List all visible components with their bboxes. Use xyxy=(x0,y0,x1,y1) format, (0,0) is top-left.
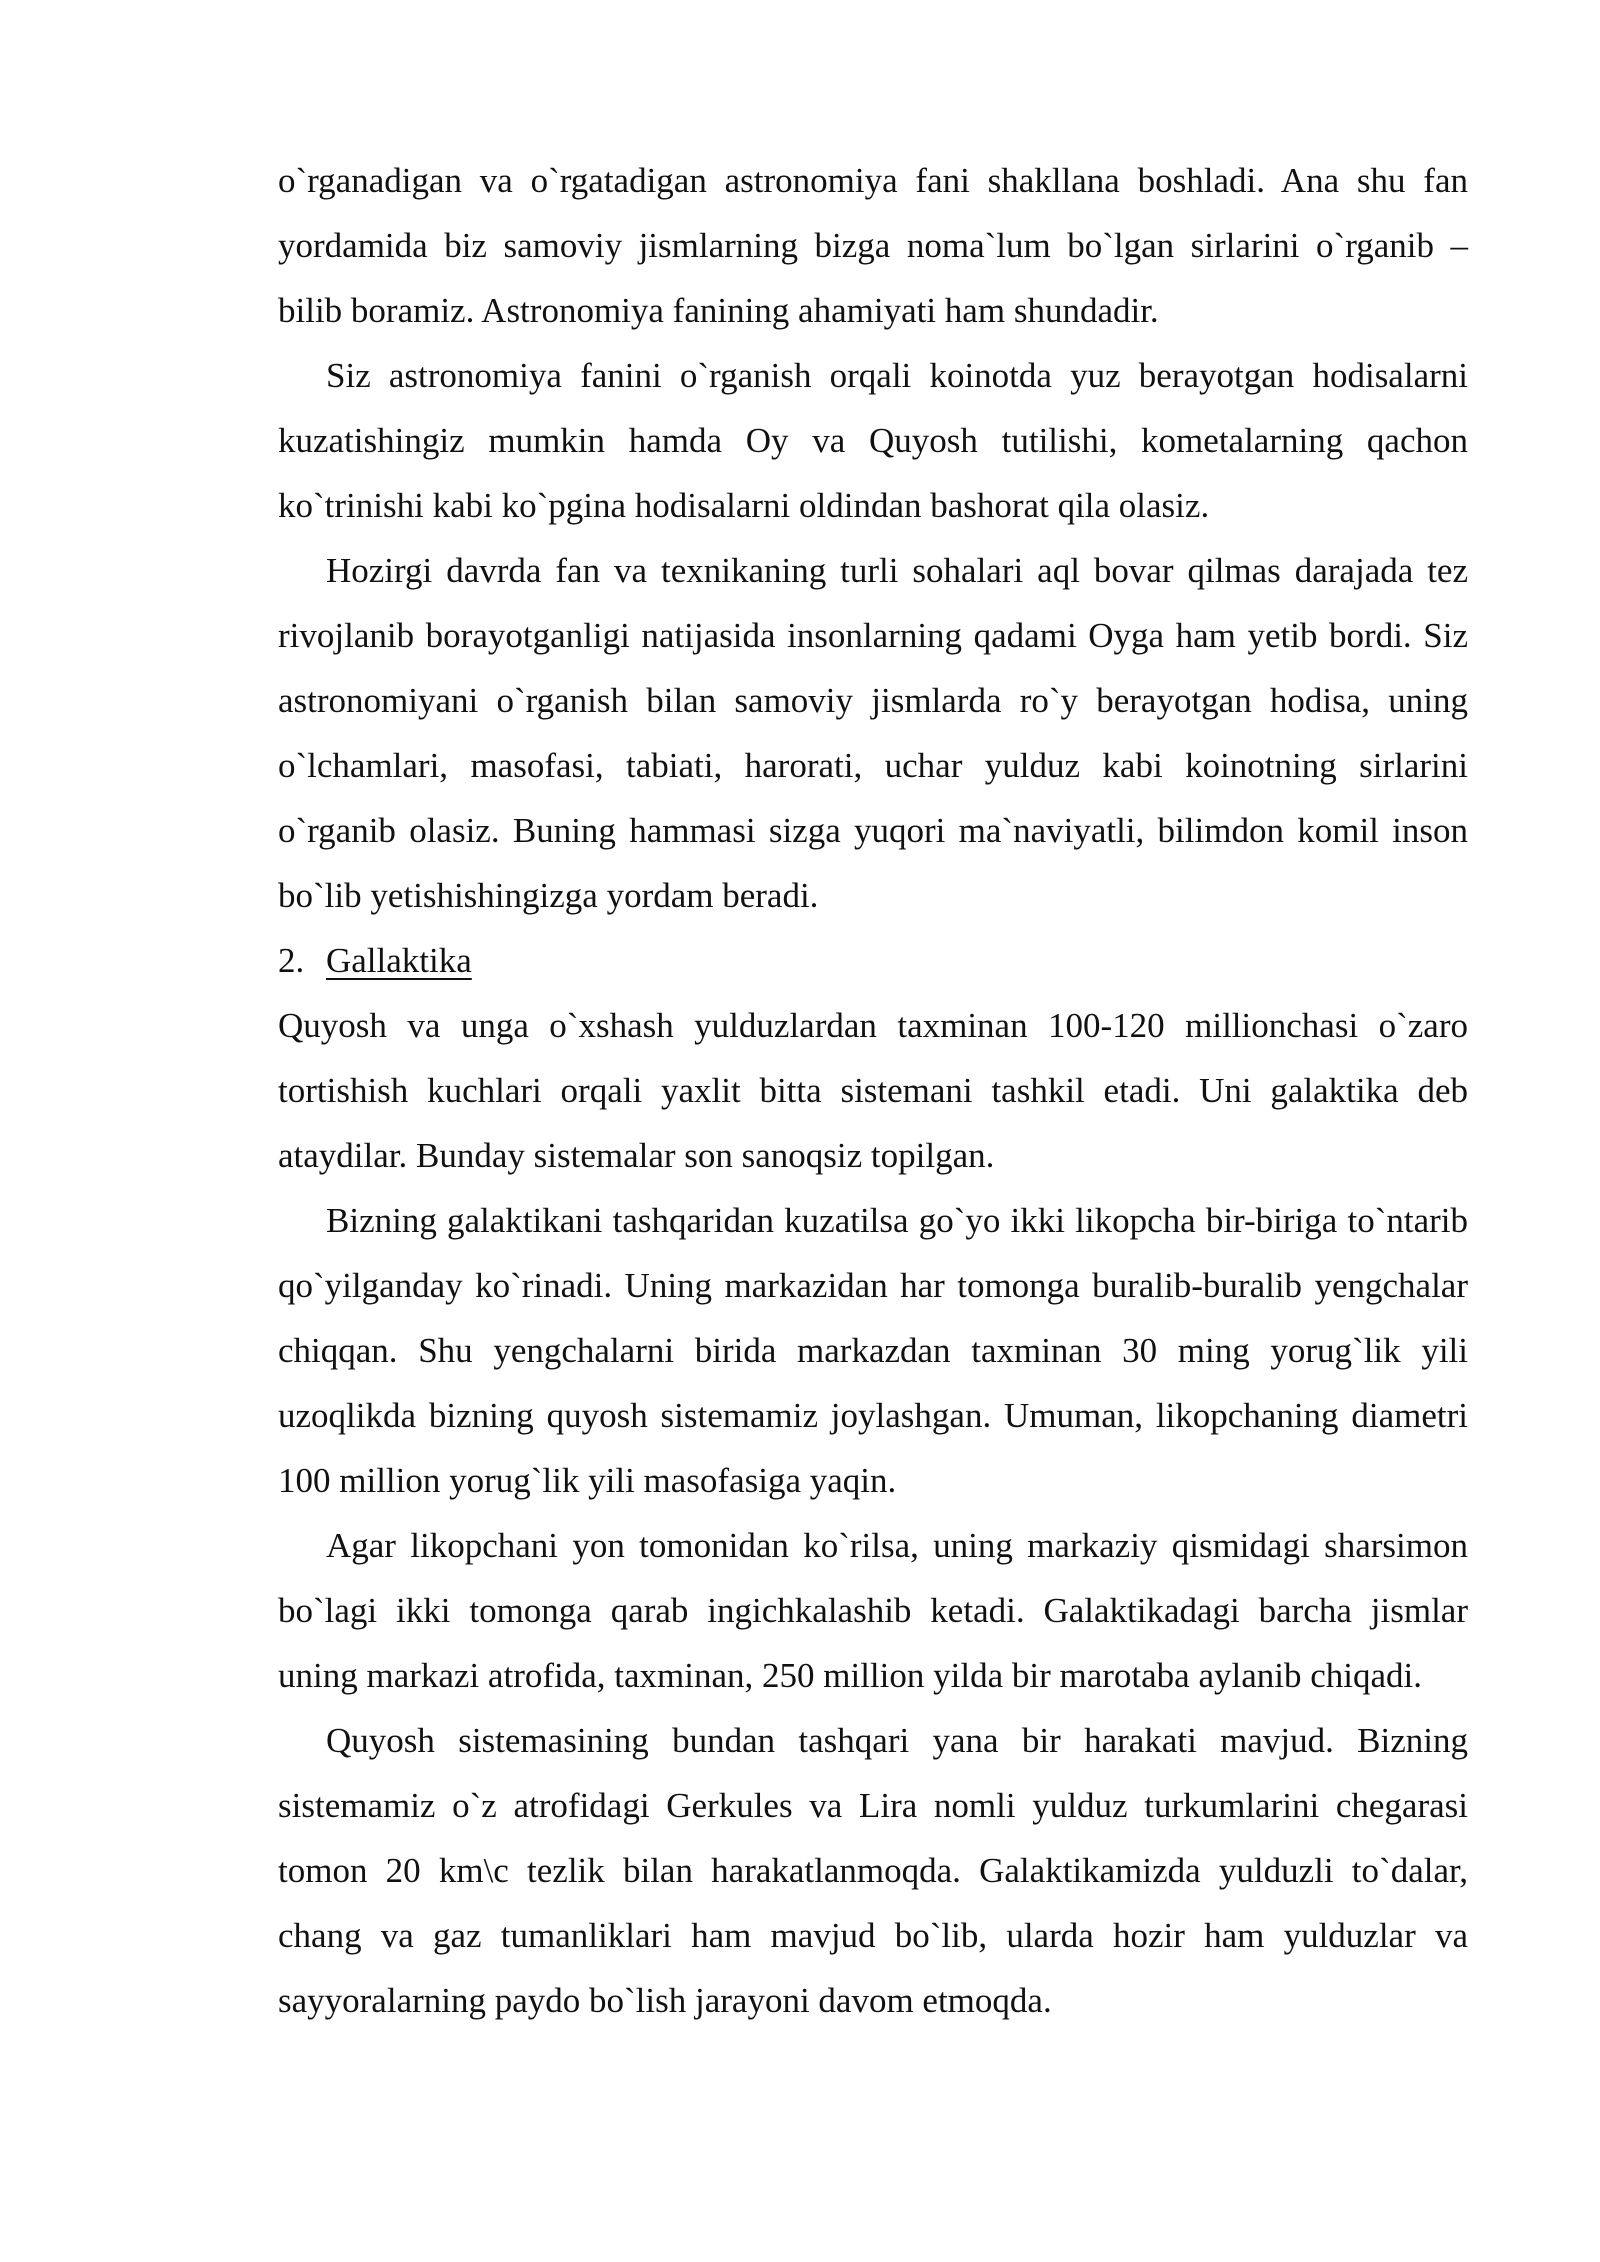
paragraph-galaxy-definition: Quyosh va unga o`xshash yulduzlardan taxminan 100-120 millionchasi o`zaro tortishish kuchlari orqali yaxlit bitta sistemani tashkil etadi. Uni galaktika deb ataydilar. Bunday sistemalar son sanoqsiz topilgan. xyxy=(278,1006,1468,1175)
paragraph-science-development: Hozirgi davrda fan va texnikaning turli sohalari aql bovar qilmas darajada tez rivojlanib borayotganligi natijasida insonlarning qadami Oyga ham yetib bordi. Siz astronomiyani o`rganish bilan samoviy jismlarda ro`y berayotgan hodisa, uning o`lchamlari, masofasi, tabiati, harorati, uchar yulduz kabi koinotning sirlarini o`rganib olasiz. Buning hammasi sizga yuqori ma`naviyatli, bilimdon komil inson bo`lib yetishishingizga yordam beradi. xyxy=(278,551,1468,915)
paragraph-galaxy-shape: Bizning galaktikani tashqaridan kuzatilsa go`yo ikki likopcha bir-biriga to`ntarib qo`yilganday ko`rinadi. Uning markazidan har tomonga buralib-buralib yengchalar chiqqan. Shu yengchalarni birida markazdan taxminan 30 ming yorug`lik yili uzoqlikda bizning quyosh sistemamiz joylashgan. Umuman, likopchaning diametri 100 million yorug`lik yili masofasiga yaqin. xyxy=(278,1201,1468,1500)
section-number: 2. xyxy=(278,941,305,980)
section-title: Gallaktika xyxy=(326,941,472,980)
paragraph-solar-system-motion: Quyosh sistemasining bundan tashqari yana bir harakati mavjud. Bizning sistemamiz o`z atrofidagi Gerkules va Lira nomli yulduz turkumlarini chegarasi tomon 20 km\c tezlik bilan harakatlanmoqda. Galaktikamizda yulduzli to`dalar, chang va gaz tumanliklari ham mavjud bo`lib, ularda hozir ham yulduzlar va sayyoralarning paydo bo`lish jarayoni davom etmoqda. xyxy=(278,1721,1468,2020)
paragraph-intro-continuation: o`rganadigan va o`rgatadigan astronomiya fani shakllana boshladi. Ana shu fan yordamida biz samoviy jismlarning bizga noma`lum bo`lgan sirlarini o`rganib – bilib boramiz. Astronomiya fanining ahamiyati ham shundadir. xyxy=(278,161,1468,330)
section-heading xyxy=(278,928,1468,993)
paragraph-galaxy-side-view: Agar likopchani yon tomonidan ko`rilsa, uning markaziy qismidagi sharsimon bo`lagi ikki tomonga qarab ingichkalashib ketadi. Galaktikadagi barcha jismlar uning markazi atrofida, taxminan, 250 million yilda bir marotaba aylanib chiqadi. xyxy=(278,1526,1468,1695)
paragraph-astronomy-observation: Siz astronomiya fanini o`rganish orqali koinotda yuz berayotgan hodisalarni kuzatishingiz mumkin hamda Oy va Quyosh tutilishi, kometalarning qachon ko`trinishi kabi ko`pgina hodisalarni oldindan bashorat qila olasiz. xyxy=(278,356,1468,525)
document-body xyxy=(278,148,1468,2033)
